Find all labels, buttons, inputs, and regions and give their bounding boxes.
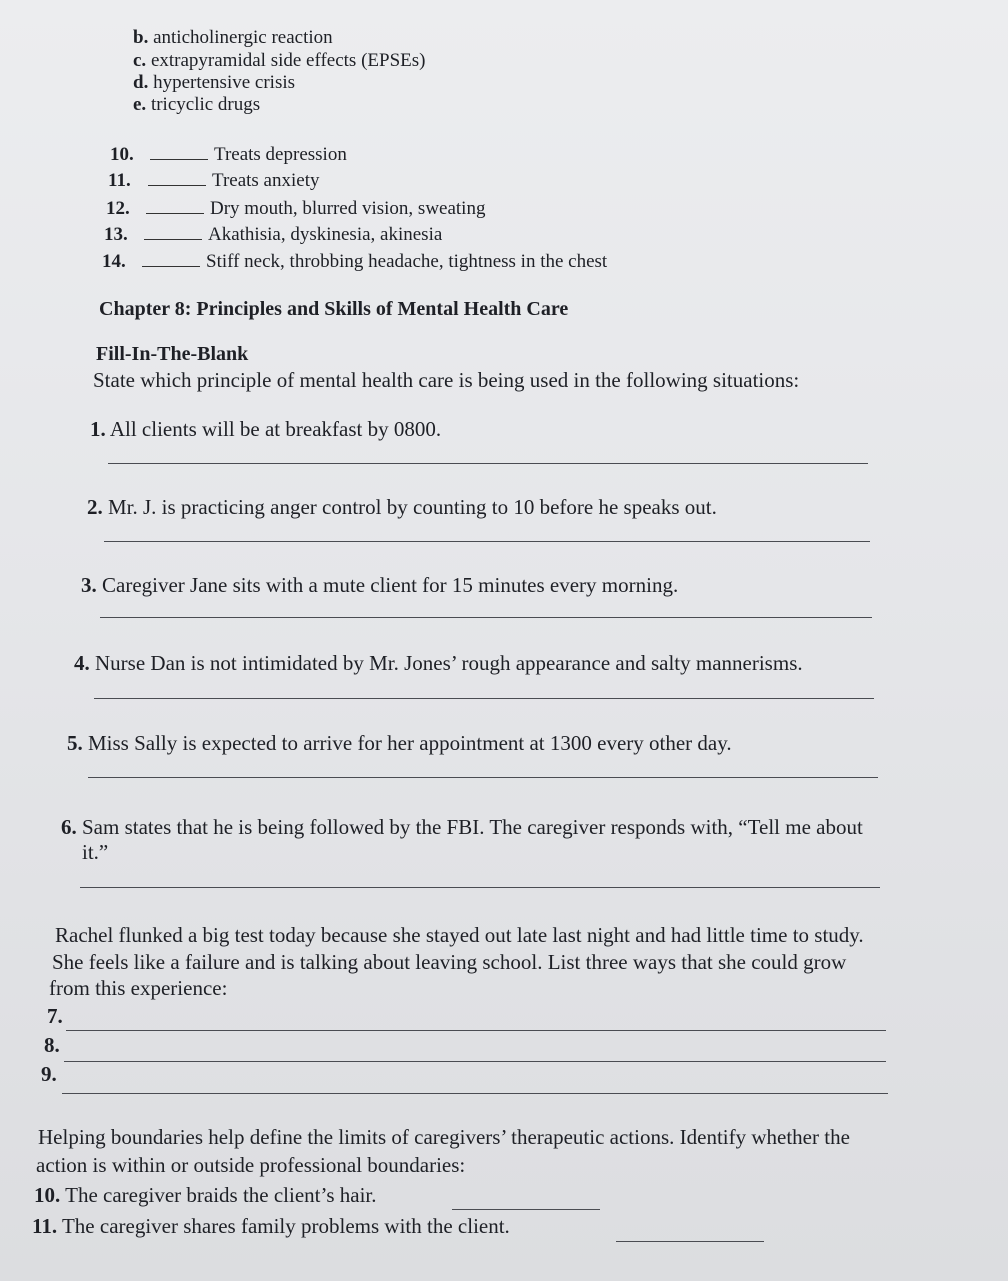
question-4 bbox=[74, 651, 803, 675]
question-number: 4. bbox=[74, 651, 90, 675]
matching-text: Stiff neck, throbbing headache, tightness in the chest bbox=[206, 251, 608, 272]
answer-blank[interactable] bbox=[144, 223, 202, 240]
question-text: Miss Sally is expected to arrive for her appointment at 1300 every other day. bbox=[88, 731, 732, 755]
question-number: 3. bbox=[81, 573, 97, 597]
question-1 bbox=[90, 417, 441, 441]
scenario-line-3: from this experience: bbox=[49, 976, 228, 1000]
item-text: The caregiver shares family problems with the client. bbox=[61, 1214, 510, 1238]
answer-blank[interactable] bbox=[150, 143, 208, 160]
matching-item bbox=[104, 223, 442, 247]
boundary-item-10 bbox=[34, 1183, 377, 1207]
answer-line[interactable] bbox=[108, 463, 868, 464]
option-d bbox=[133, 71, 295, 95]
option-letter: c. bbox=[133, 50, 147, 71]
option-text: tricyclic drugs bbox=[150, 94, 261, 115]
option-text: extrapyramidal side effects (EPSEs) bbox=[150, 50, 426, 71]
option-b bbox=[133, 26, 333, 50]
question-number: 2. bbox=[87, 495, 103, 519]
question-6 bbox=[61, 815, 863, 839]
answer-line[interactable] bbox=[104, 541, 870, 542]
item-number: 10. bbox=[34, 1183, 61, 1207]
answer-line[interactable] bbox=[452, 1209, 600, 1210]
instructions: State which principle of mental health care is being used in the following situations: bbox=[93, 368, 800, 392]
question-text: All clients will be at breakfast by 0800. bbox=[109, 417, 442, 441]
list-item-number: 7. bbox=[47, 1004, 63, 1028]
question-number: 5. bbox=[67, 731, 83, 755]
answer-line[interactable] bbox=[88, 777, 878, 778]
chapter-title: Chapter 8: Principles and Skills of Mental Health Care bbox=[99, 298, 569, 320]
question-text: Mr. J. is practicing anger control by counting to 10 before he speaks out. bbox=[108, 495, 717, 519]
option-e bbox=[133, 93, 260, 117]
matching-text: Treats depression bbox=[214, 144, 347, 165]
answer-blank[interactable] bbox=[142, 250, 200, 267]
list-item-number: 9. bbox=[41, 1062, 57, 1086]
matching-item bbox=[102, 250, 607, 274]
answer-line[interactable] bbox=[66, 1030, 886, 1031]
answer-blank[interactable] bbox=[148, 169, 206, 186]
matching-number: 12. bbox=[106, 198, 130, 219]
option-text: anticholinergic reaction bbox=[153, 27, 333, 48]
matching-text: Treats anxiety bbox=[212, 170, 320, 191]
boundaries-line-1: Helping boundaries help define the limits of caregivers’ therapeutic actions. Identify whether the bbox=[38, 1125, 850, 1149]
option-letter: d. bbox=[133, 72, 149, 93]
option-c bbox=[133, 49, 425, 73]
question-number: 6. bbox=[61, 815, 77, 839]
answer-line[interactable] bbox=[616, 1241, 764, 1242]
matching-number: 10. bbox=[110, 144, 134, 165]
scenario-line-2: She feels like a failure and is talking about leaving school. List three ways that she could grow bbox=[52, 950, 847, 974]
matching-number: 14. bbox=[102, 251, 126, 272]
answer-line[interactable] bbox=[64, 1061, 886, 1062]
question-3 bbox=[81, 573, 678, 597]
list-item-number: 8. bbox=[44, 1033, 60, 1057]
matching-text: Dry mouth, blurred vision, sweating bbox=[210, 198, 486, 219]
question-2 bbox=[87, 495, 717, 519]
answer-line[interactable] bbox=[100, 617, 872, 618]
question-6-continued: it.” bbox=[82, 840, 109, 864]
question-text: Sam states that he is being followed by the FBI. The caregiver responds with, “Tell me about bbox=[82, 815, 863, 839]
matching-text: Akathisia, dyskinesia, akinesia bbox=[208, 224, 443, 245]
matching-item bbox=[106, 197, 485, 221]
scenario-line-1: Rachel flunked a big test today because she stayed out late last night and had little time to study. bbox=[55, 923, 864, 947]
question-text: Caregiver Jane sits with a mute client for 15 minutes every morning. bbox=[102, 573, 679, 597]
section-title: Fill-In-The-Blank bbox=[96, 343, 249, 365]
matching-item bbox=[108, 169, 319, 193]
matching-item bbox=[110, 143, 347, 167]
answer-line[interactable] bbox=[80, 887, 880, 888]
boundaries-line-2: action is within or outside professional boundaries: bbox=[36, 1153, 466, 1177]
question-text: Nurse Dan is not intimidated by Mr. Jones’ rough appearance and salty mannerisms. bbox=[95, 651, 803, 675]
answer-line[interactable] bbox=[62, 1093, 888, 1094]
answer-line[interactable] bbox=[94, 698, 874, 699]
option-letter: b. bbox=[133, 27, 149, 48]
boundary-item-11 bbox=[32, 1214, 510, 1238]
matching-number: 11. bbox=[108, 170, 131, 191]
item-text: The caregiver braids the client’s hair. bbox=[65, 1183, 377, 1207]
matching-number: 13. bbox=[104, 224, 128, 245]
item-number: 11. bbox=[32, 1214, 58, 1238]
question-number: 1. bbox=[90, 417, 106, 441]
answer-blank[interactable] bbox=[146, 197, 204, 214]
option-letter: e. bbox=[133, 94, 147, 115]
option-text: hypertensive crisis bbox=[153, 72, 296, 93]
question-5 bbox=[67, 731, 732, 755]
